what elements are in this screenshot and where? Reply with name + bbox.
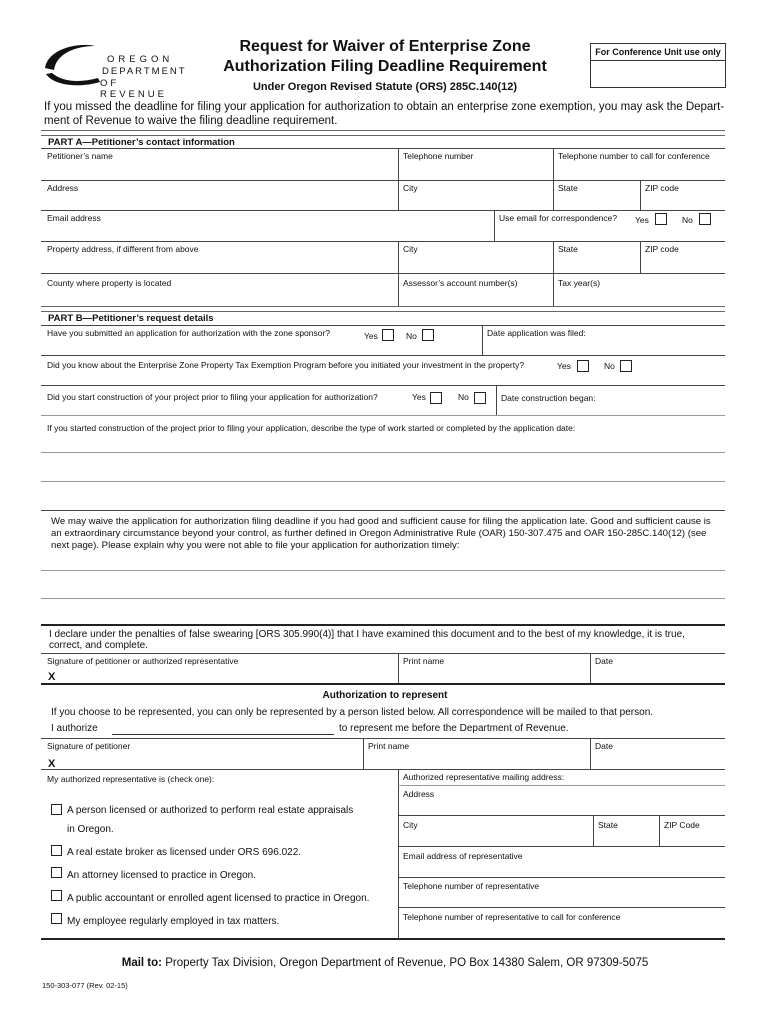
telephone-field[interactable] — [403, 164, 548, 178]
rep-address-label: Address — [403, 789, 435, 799]
divider — [640, 180, 641, 210]
broker-checkbox[interactable] — [51, 845, 62, 856]
divider — [482, 325, 483, 355]
address-field[interactable] — [47, 195, 392, 209]
property-zip-label: ZIP code — [645, 244, 679, 254]
conference-unit-box — [590, 43, 726, 88]
use-email-label: Use email for correspondence? — [499, 213, 618, 223]
state-label: State — [558, 183, 578, 193]
rule — [41, 210, 725, 211]
form-title-line-1: Request for Waiver of Enterprise Zone — [239, 38, 531, 55]
telephone-conference-field[interactable] — [558, 164, 718, 178]
telephone-conference-label: Telephone number to call for conference — [558, 151, 710, 161]
rep-city-label: City — [403, 820, 418, 830]
rep-telephone-field[interactable] — [403, 893, 718, 906]
rule — [41, 385, 725, 386]
authorization-heading: Authorization to represent — [322, 690, 448, 701]
part-b-heading: PART B—Petitioner’s request details — [48, 313, 214, 324]
rule — [398, 907, 725, 908]
q1-yes-label: Yes — [364, 331, 378, 341]
signature-label: Signature of petitioner or authorized representative — [47, 656, 239, 666]
logo-line-2: DEPARTMENT — [102, 66, 187, 77]
construction-description-line-2[interactable] — [47, 467, 717, 481]
use-email-no-label: No — [682, 215, 693, 225]
county-label: County where property is located — [47, 278, 172, 288]
divider — [659, 815, 660, 846]
divider — [398, 241, 399, 273]
appraiser-checkbox[interactable] — [51, 804, 62, 815]
rule — [41, 769, 725, 770]
q2-no-checkbox[interactable] — [620, 360, 632, 372]
attorney-option: An attorney licensed to practice in Oregon. — [67, 870, 256, 881]
employee-checkbox[interactable] — [51, 913, 62, 924]
property-state-label: State — [558, 244, 578, 254]
q3-label: Did you start construction of your project prior to filing your application for authorization? — [47, 392, 378, 402]
to-represent-label: to represent me before the Department of Revenue. — [339, 723, 569, 734]
auth-date-field[interactable] — [595, 754, 720, 767]
divider — [590, 653, 591, 683]
zip-field[interactable] — [645, 195, 720, 209]
rep-email-label: Email address of representative — [403, 851, 523, 861]
q1-yes-checkbox[interactable] — [382, 329, 394, 341]
property-city-label: City — [403, 244, 418, 254]
conference-unit-label: For Conference Unit use only — [591, 47, 725, 61]
use-email-yes-label: Yes — [635, 215, 649, 225]
rep-telephone-conference-label: Telephone number of representative to call for conference — [403, 912, 621, 922]
rule — [398, 846, 725, 847]
divider — [398, 653, 399, 683]
attorney-checkbox[interactable] — [51, 867, 62, 878]
rep-mailing-label: Authorized representative mailing address: — [403, 772, 565, 782]
form-title-line-2: Authorization Filing Deadline Requirement — [223, 58, 547, 75]
rule — [41, 653, 725, 654]
signature-x-mark: X — [48, 671, 56, 683]
use-email-yes-checkbox[interactable] — [655, 213, 667, 225]
tax-years-label: Tax year(s) — [558, 278, 601, 288]
q3-yes-label: Yes — [412, 392, 426, 402]
city-field[interactable] — [403, 195, 548, 209]
tax-years-field[interactable] — [558, 290, 718, 304]
divider — [496, 385, 497, 415]
rep-email-field[interactable] — [403, 863, 718, 876]
property-zip-field[interactable] — [645, 258, 720, 272]
rep-state-field[interactable] — [598, 832, 654, 845]
assessor-label: Assessor’s account number(s) — [403, 278, 518, 288]
print-name-label: Print name — [403, 656, 445, 666]
auth-date-label: Date — [595, 741, 613, 751]
property-state-field[interactable] — [558, 258, 636, 272]
property-address-field[interactable] — [47, 258, 392, 272]
q2-no-label: No — [604, 361, 615, 371]
q2-yes-label: Yes — [557, 361, 571, 371]
auth-print-name-field[interactable] — [368, 754, 583, 767]
appraiser-option-line-2: in Oregon. — [67, 824, 114, 835]
use-email-no-checkbox[interactable] — [699, 213, 711, 225]
rule — [41, 510, 725, 511]
rep-address-field[interactable] — [403, 801, 718, 814]
divider — [640, 241, 641, 273]
rule — [398, 815, 725, 816]
accountant-option: A public accountant or enrolled agent licensed to practice in Oregon. — [67, 893, 370, 904]
reason-line-2[interactable] — [47, 584, 717, 598]
rep-state-label: State — [598, 820, 618, 830]
divider — [398, 769, 399, 938]
date-field[interactable] — [595, 668, 720, 681]
divider — [553, 148, 554, 180]
part-a-heading: PART A—Petitioner’s contact information — [48, 137, 235, 148]
q4-label: If you started construction of the project prior to filing your application, describe the type of work started or completed by the application date: — [47, 423, 576, 433]
accountant-checkbox[interactable] — [51, 890, 62, 901]
zip-label: ZIP code — [645, 183, 679, 193]
section-divider — [41, 306, 725, 312]
divider — [553, 241, 554, 273]
rule — [41, 355, 725, 356]
answer-line — [41, 481, 725, 482]
i-authorize-label: I authorize — [51, 723, 98, 734]
form-number: 150-303-077 (Rev. 02-15) — [42, 981, 128, 990]
broker-option: A real estate broker as licensed under ORS 696.022. — [67, 847, 302, 858]
property-city-field[interactable] — [403, 258, 548, 272]
petitioner-name-label: Petitioner’s name — [47, 151, 113, 161]
construction-description-line-3[interactable] — [47, 496, 717, 510]
q3-yes-checkbox[interactable] — [430, 392, 442, 404]
divider — [398, 273, 399, 306]
authorization-text: If you choose to be represented, you can only be represented by a person listed below. All correspondence will be mailed to that person. — [51, 707, 654, 718]
q3-no-checkbox[interactable] — [474, 392, 486, 404]
date-filed-label: Date application was filed: — [487, 328, 586, 338]
rule — [41, 738, 725, 739]
answer-line — [41, 452, 725, 453]
property-address-label: Property address, if different from above — [47, 244, 199, 254]
auth-print-name-label: Print name — [368, 741, 410, 751]
divider — [553, 180, 554, 210]
rep-zip-field[interactable] — [664, 832, 720, 845]
petitioner-signature-field[interactable] — [62, 756, 357, 769]
rep-telephone-label: Telephone number of representative — [403, 881, 540, 891]
employee-option: My employee regularly employed in tax matters. — [67, 916, 280, 927]
reason-line-3[interactable] — [47, 609, 717, 623]
q2-label: Did you know about the Enterprise Zone Property Tax Exemption Program before you initiated your investment in the property? — [47, 360, 525, 370]
rep-city-field[interactable] — [403, 832, 588, 845]
petitioner-signature-label: Signature of petitioner — [47, 741, 131, 751]
date-label: Date — [595, 656, 613, 666]
q1-no-label: No — [406, 331, 417, 341]
q1-no-checkbox[interactable] — [422, 329, 434, 341]
rule — [41, 180, 725, 181]
divider — [590, 738, 591, 769]
appraiser-option-line-1: A person licensed or authorized to perform real estate appraisals — [67, 805, 354, 816]
intro-text: If you missed the deadline for filing your application for authorization to obtain an enterprise zone exemption, you may ask the Depart-ment of Revenue to waive the filing deadline requirement. — [44, 101, 725, 127]
form-subtitle: Under Oregon Revised Statute (ORS) 285C.140(12) — [252, 81, 518, 93]
representative-name-field[interactable] — [112, 721, 334, 735]
mail-to-line — [0, 957, 770, 969]
petitioner-signature-x-mark: X — [48, 758, 56, 770]
waiver-explanation-text: We may waive the application for authorization filing deadline if you had good and sufficient cause for filing the application late. Good and sufficient cause is an extraordinary circumstance beyond your control, as further defined in Oregon Administrative Rule (OAR) 150-307.475 and OAR 150-285C.140(12) (see next page). Please explain why you were not able to file your application for authorization timely: — [51, 516, 711, 551]
county-field[interactable] — [47, 290, 392, 304]
mail-to-address: Property Tax Division, Oregon Department of Revenue, PO Box 14380 Salem, OR 97309-5075 — [165, 957, 649, 969]
petitioner-name-field[interactable] — [47, 164, 392, 178]
rep-is-label: My authorized representative is (check one): — [47, 774, 215, 784]
rule — [41, 683, 725, 685]
answer-line — [41, 598, 725, 599]
date-construction-field[interactable] — [605, 391, 720, 404]
divider — [363, 738, 364, 769]
declaration-text: I declare under the penalties of false swearing [ORS 305.990(4)] that I have examined this document and to the best of my knowledge, it is true, correct, and complete. — [49, 629, 685, 651]
signature-field[interactable] — [62, 670, 392, 683]
answer-line — [41, 570, 725, 571]
date-filed-field[interactable] — [487, 340, 717, 353]
rule — [41, 938, 725, 940]
city-label: City — [403, 183, 418, 193]
reason-line-1[interactable] — [47, 556, 717, 570]
rule — [41, 325, 725, 326]
q3-no-label: No — [458, 392, 469, 402]
rule — [398, 877, 725, 878]
rule — [41, 624, 725, 626]
date-construction-label: Date construction began: — [501, 393, 596, 403]
section-divider — [41, 130, 725, 136]
rule — [41, 273, 725, 274]
telephone-label: Telephone number — [403, 151, 474, 161]
email-field[interactable] — [47, 226, 487, 240]
state-field[interactable] — [558, 195, 636, 209]
print-name-field[interactable] — [403, 668, 583, 681]
divider — [494, 210, 495, 241]
rule — [398, 785, 725, 786]
logo-line-1: OREGON — [107, 54, 174, 65]
rule — [41, 148, 725, 149]
rep-zip-label: ZIP Code — [664, 820, 700, 830]
mail-to-label: Mail to: — [121, 957, 162, 969]
rule — [41, 241, 725, 242]
divider — [593, 815, 594, 846]
logo — [40, 40, 190, 100]
divider — [553, 273, 554, 306]
construction-description-line-1[interactable] — [47, 438, 717, 452]
rule — [41, 415, 725, 416]
q1-label: Have you submitted an application for authorization with the zone sponsor? — [47, 328, 331, 338]
address-label: Address — [47, 183, 79, 193]
divider — [398, 148, 399, 180]
logo-line-3: OF REVENUE — [100, 78, 167, 100]
assessor-field[interactable] — [403, 290, 548, 304]
email-label: Email address — [47, 213, 101, 223]
rep-telephone-conference-field[interactable] — [403, 924, 718, 937]
q2-yes-checkbox[interactable] — [577, 360, 589, 372]
divider — [398, 180, 399, 210]
